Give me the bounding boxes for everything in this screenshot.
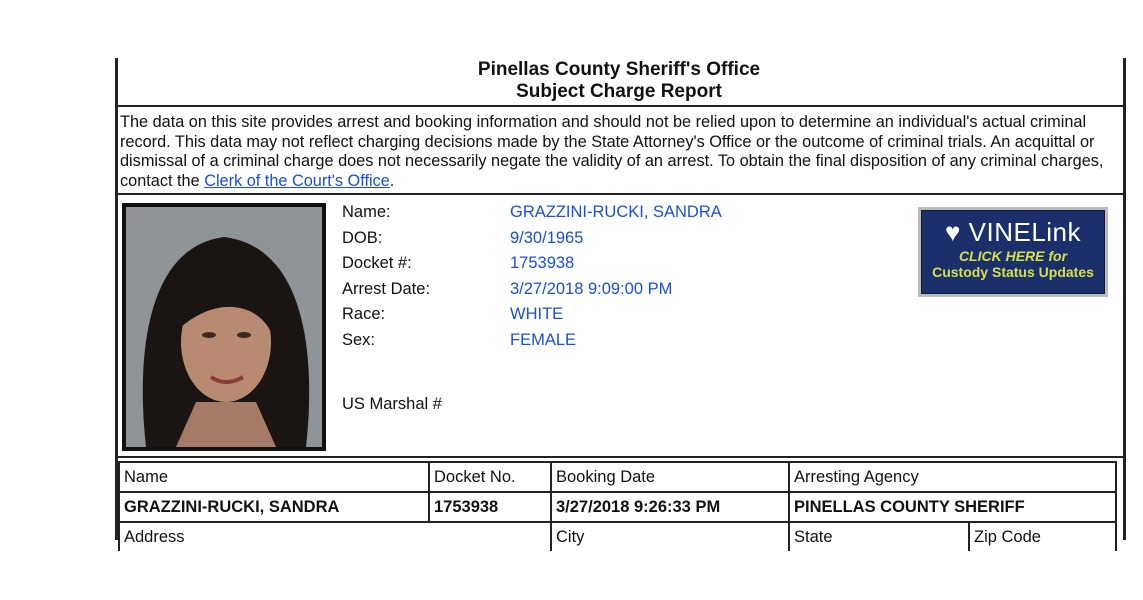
name-label: Name:	[342, 203, 391, 221]
header-docket: Docket No.	[429, 462, 551, 492]
header-state: State	[789, 522, 969, 551]
vine-icon: ♥	[944, 217, 961, 247]
disclaimer-end: .	[389, 171, 395, 190]
table-row	[119, 492, 1116, 522]
vinelink-logo-text: VINELink	[968, 217, 1082, 247]
divider	[115, 193, 1123, 195]
vinelink-click-here: CLICK HERE for	[958, 248, 1068, 264]
disclaimer-text: The data on this site provides arrest and booking information and should not be relied upon to determine an individual's actual criminal record. This data may not reflect charging decisions made by the State Attorney's Office or the outcome of criminal trials. An acquittal or dismissal of a criminal charge does not necessarily negate the validity of an arrest. To obtain the final disposition of any criminal charges, contact the	[120, 113, 1104, 190]
dob-value: 9/30/1965	[510, 229, 584, 247]
name-value: GRAZZINI-RUCKI, SANDRA	[510, 203, 722, 221]
table-header-row	[119, 522, 1116, 551]
arrest-date-label: Arrest Date:	[342, 280, 431, 298]
header-name: Name	[119, 462, 429, 492]
header-zip: Zip Code	[969, 522, 1116, 551]
header-booking-date: Booking Date	[551, 462, 789, 492]
divider	[115, 456, 1123, 458]
docket-value: 1753938	[510, 254, 575, 272]
us-marshal-label: US Marshal #	[342, 395, 442, 413]
race-label: Race:	[342, 305, 386, 323]
sex-label: Sex:	[342, 331, 376, 349]
booking-table	[118, 461, 1117, 551]
arrest-date-value: 3/27/2018 9:09:00 PM	[510, 280, 673, 298]
header-address: Address	[119, 522, 551, 551]
header-city: City	[551, 522, 789, 551]
vinelink-logo	[922, 217, 1104, 248]
cell-booking-date: 3/27/2018 9:26:33 PM	[551, 492, 789, 522]
agency-title: Pinellas County Sheriff's Office	[477, 59, 761, 80]
header-arresting-agency: Arresting Agency	[789, 462, 1116, 492]
vinelink-button[interactable]	[918, 207, 1108, 297]
disclaimer	[120, 113, 1115, 191]
cell-arresting-agency: PINELLAS COUNTY SHERIFF	[789, 492, 1116, 522]
docket-label: Docket #:	[342, 254, 412, 272]
divider	[115, 105, 1123, 107]
cell-docket: 1753938	[429, 492, 551, 522]
race-value: WHITE	[510, 305, 564, 323]
cell-name: GRAZZINI-RUCKI, SANDRA	[119, 492, 429, 522]
table-header-row	[119, 462, 1116, 492]
report-title: Subject Charge Report	[516, 81, 722, 102]
vinelink-custody-text: Custody Status Updates	[932, 264, 1094, 280]
page-title	[118, 59, 1120, 103]
mugshot-photo	[122, 203, 326, 451]
clerk-link[interactable]: Clerk of the Court's Office	[204, 171, 390, 190]
sex-value: FEMALE	[510, 331, 577, 349]
dob-label: DOB:	[342, 229, 383, 247]
